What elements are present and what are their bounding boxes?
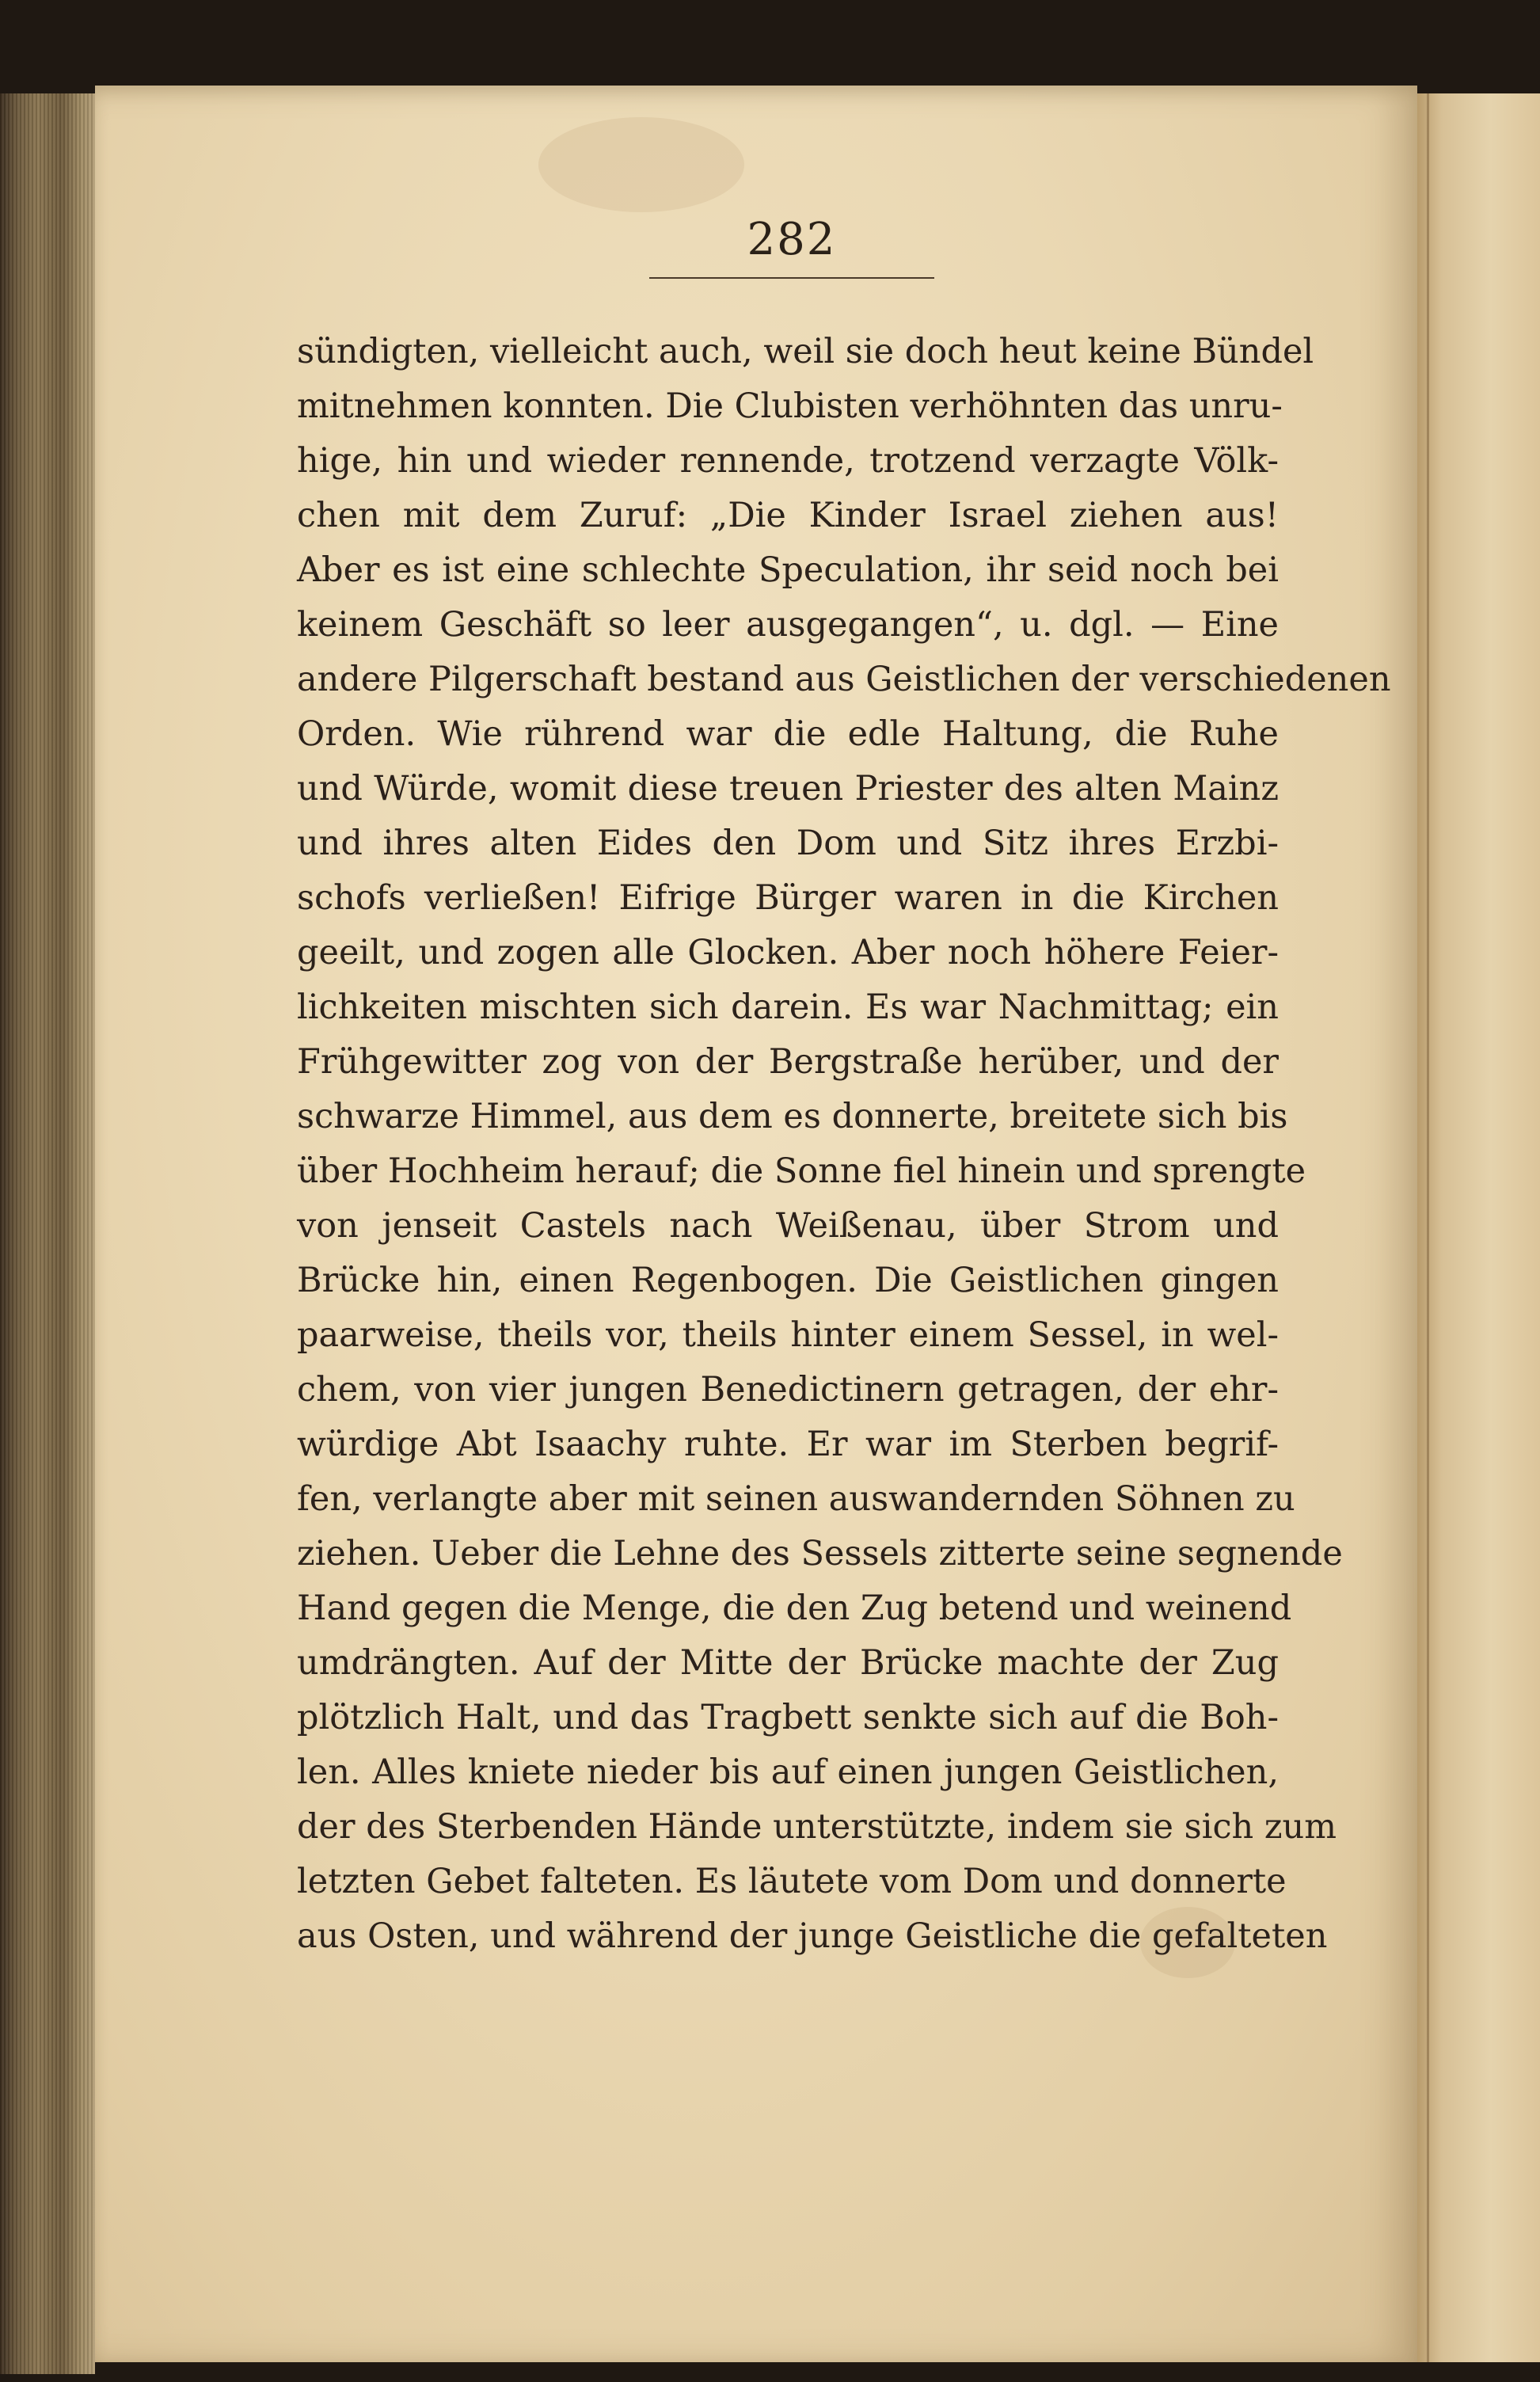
header-rule	[649, 277, 934, 279]
text-line: letzten Gebet falteten. Es läutete vom Dom und donnerte	[297, 1862, 1287, 1901]
text-line: und Würde, womit diese treuen Priester des alten Mainz	[297, 769, 1279, 809]
page-number: 282	[747, 214, 837, 265]
text-line: aus Osten, und während der junge Geistliche die gefalteten	[297, 1916, 1328, 1956]
facing-page-edge	[1417, 93, 1540, 2362]
text-line: Frühgewitter zog von der Bergstraße herüber, und der	[297, 1042, 1279, 1082]
body-text	[297, 325, 1391, 1964]
text-line: chem, von vier jungen Benedictinern getragen, der ehr-	[297, 1370, 1279, 1410]
text-line: hige, hin und wieder rennende, trotzend verzagte Völk-	[297, 441, 1279, 481]
text-line: schwarze Himmel, aus dem es donnerte, breitete sich bis	[297, 1097, 1288, 1136]
text-line: der des Sterbenden Hände unterstützte, indem sie sich zum	[297, 1807, 1337, 1847]
text-line: fen, verlangte aber mit seinen auswandernden Söhnen zu	[297, 1479, 1295, 1519]
text-line: len. Alles kniete nieder bis auf einen jungen Geistlichen,	[297, 1752, 1279, 1792]
text-line: keinem Geschäft so leer ausgegangen“, u. dgl. — Eine	[297, 605, 1279, 645]
text-line: und ihres alten Eides den Dom und Sitz ihres Erzbi-	[297, 824, 1279, 863]
text-line: umdrängten. Auf der Mitte der Brücke machte der Zug	[297, 1643, 1279, 1683]
text-line: paarweise, theils vor, theils hinter einem Sessel, in wel-	[297, 1315, 1279, 1355]
text-line: über Hochheim herauf; die Sonne fiel hinein und sprengte	[297, 1151, 1306, 1191]
text-line: schofs verließen! Eifrige Bürger waren in die Kirchen	[297, 878, 1279, 918]
text-line: sündigten, vielleicht auch, weil sie doch heut keine Bündel	[297, 332, 1314, 371]
text-line: Hand gegen die Menge, die den Zug betend und weinend	[297, 1589, 1292, 1628]
text-line: würdige Abt Isaachy ruhte. Er war im Sterben begrif-	[297, 1425, 1279, 1464]
text-line: lichkeiten mischten sich darein. Es war Nachmittag; ein	[297, 987, 1279, 1027]
text-line: Brücke hin, einen Regenbogen. Die Geistlichen gingen	[297, 1261, 1279, 1300]
text-line: andere Pilgerschaft bestand aus Geistlichen der verschiedenen	[297, 660, 1391, 699]
text-line: mitnehmen konnten. Die Clubisten verhöhnten das unru-	[297, 386, 1283, 426]
text-line: ziehen. Ueber die Lehne des Sessels zitterte seine segnende	[297, 1534, 1343, 1573]
text-line: plötzlich Halt, und das Tragbett senkte sich auf die Boh-	[297, 1698, 1279, 1737]
text-line: Orden. Wie rührend war die edle Haltung, die Ruhe	[297, 714, 1279, 754]
text-line: chen mit dem Zuruf: „Die Kinder Israel ziehen aus!	[297, 496, 1279, 535]
text-line: geeilt, und zogen alle Glocken. Aber noch höhere Feier-	[297, 933, 1279, 972]
book-page-edges	[0, 93, 95, 2374]
text-line: Aber es ist eine schlechte Speculation, ihr seid noch bei	[297, 550, 1279, 590]
text-line: von jenseit Castels nach Weißenau, über Strom und	[297, 1206, 1279, 1246]
paper-stain	[538, 117, 744, 212]
